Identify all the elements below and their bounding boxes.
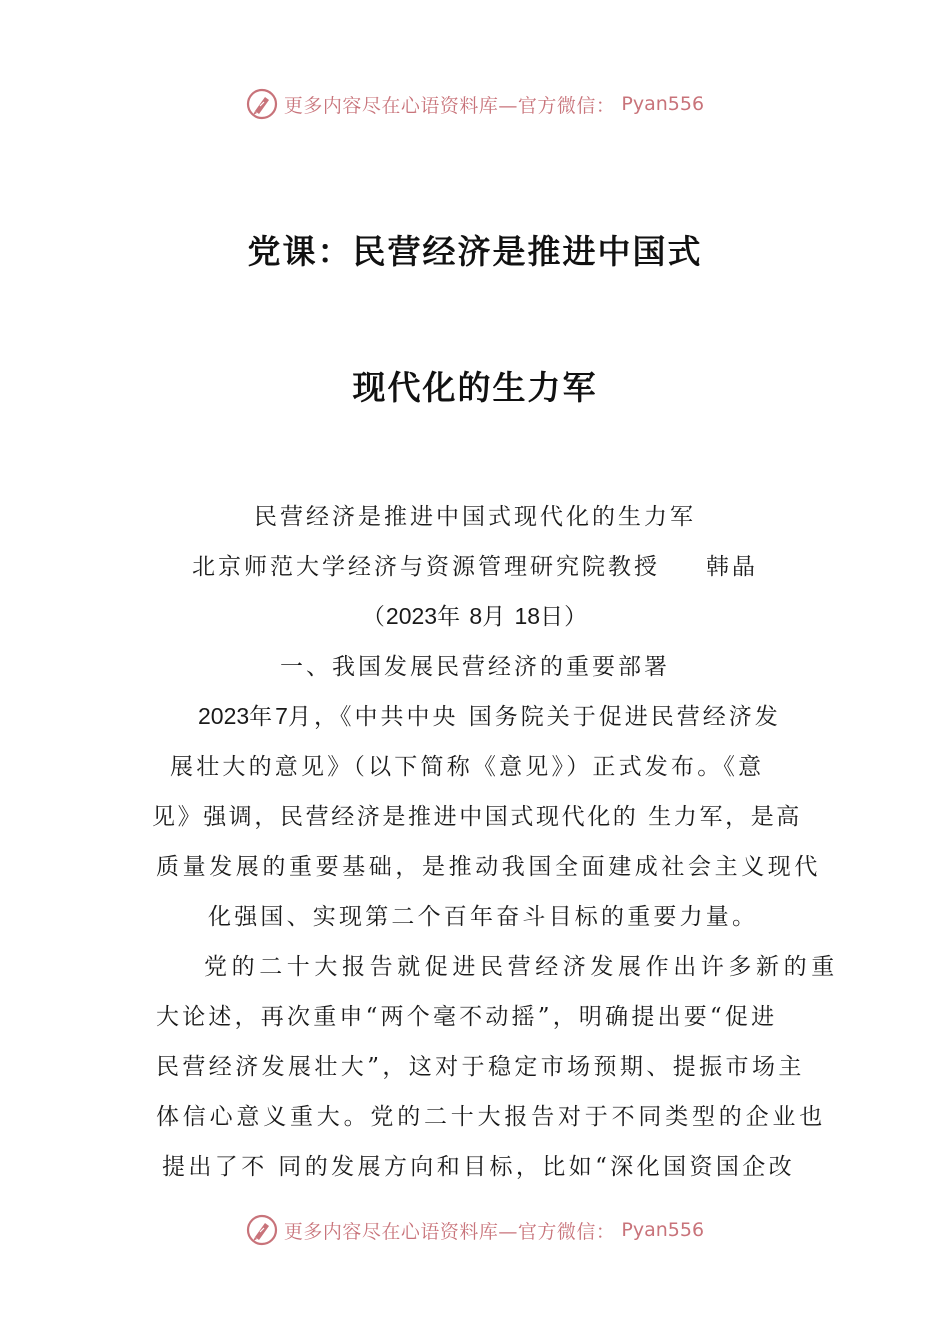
paragraph-line: 提出了不 同的发展方向和目标，比如“深化国资国企改 [162,1154,796,1180]
watermark-id: Pyan556 [621,93,705,115]
para1-year-suffix: 年 [249,704,276,730]
author-affiliation: 北京师范大学经济与资源管理研究院教授 [192,554,660,580]
date-year: 2023 [385,603,438,629]
author-line [0,548,950,581]
paragraph-line: 见》强调，民营经济是推进中国式现代化的 生力军，是高 [152,804,802,830]
subtitle: 民营经济是推进中国式现代化的生力军 [254,504,696,530]
paragraph-line: 大论述，再次重申“两个毫不动摇”，明确提出要“促进 [156,1004,778,1030]
date-year-suffix: 年 [437,604,462,630]
pen-nib-logo-icon [246,1214,278,1246]
section-heading: 一、我国发展民营经济的重要部署 [280,654,670,680]
watermark-text: 更多内容尽在心语资料库—官方微信： [283,94,616,117]
paragraph-line: 展壮大的意见》（以下简称《意见》）正式发布。《意 [170,754,765,780]
watermark-bottom [0,1210,950,1250]
paragraph-line: 体信心意义重大。党的二十大报告对于不同类型的企业也 [156,1104,826,1130]
pen-nib-logo-icon [246,88,278,120]
date-day-suffix: 日） [540,604,589,630]
paragraph-line [198,698,781,731]
paragraph-line: 化强国、实现第二个百年奋斗目标的重要力量。 [208,904,759,930]
watermark-top [0,84,950,124]
document-title-line-1: 党课：民营经济是推进中国式 [247,232,703,271]
para1-year: 2023 [198,703,250,729]
document-title-line-2: 现代化的生力军 [352,368,598,407]
watermark-id: Pyan556 [621,1219,705,1241]
paragraph-line: 质量发展的重要基础，是推动我国全面建成社会主义现代 [156,854,821,880]
date-open: （ [361,604,386,630]
author-name: 韩晶 [706,554,758,580]
date-line [0,598,950,631]
watermark-text: 更多内容尽在心语资料库—官方微信： [283,1220,616,1243]
date-month: 8 [469,603,483,629]
date-day: 18 [514,603,541,629]
paragraph-line: 民营经济发展壮大”，这对于稳定市场预期、提振市场主 [156,1054,805,1080]
date-month-suffix: 月 [482,604,507,630]
paragraph-line: 党的二十大报告就促进民营经济发展作出许多新的重 [204,954,839,980]
para1-line1-text: 月，《中共中央 国务院关于促进民营经济发 [287,704,781,730]
para1-month: 7 [275,703,288,729]
